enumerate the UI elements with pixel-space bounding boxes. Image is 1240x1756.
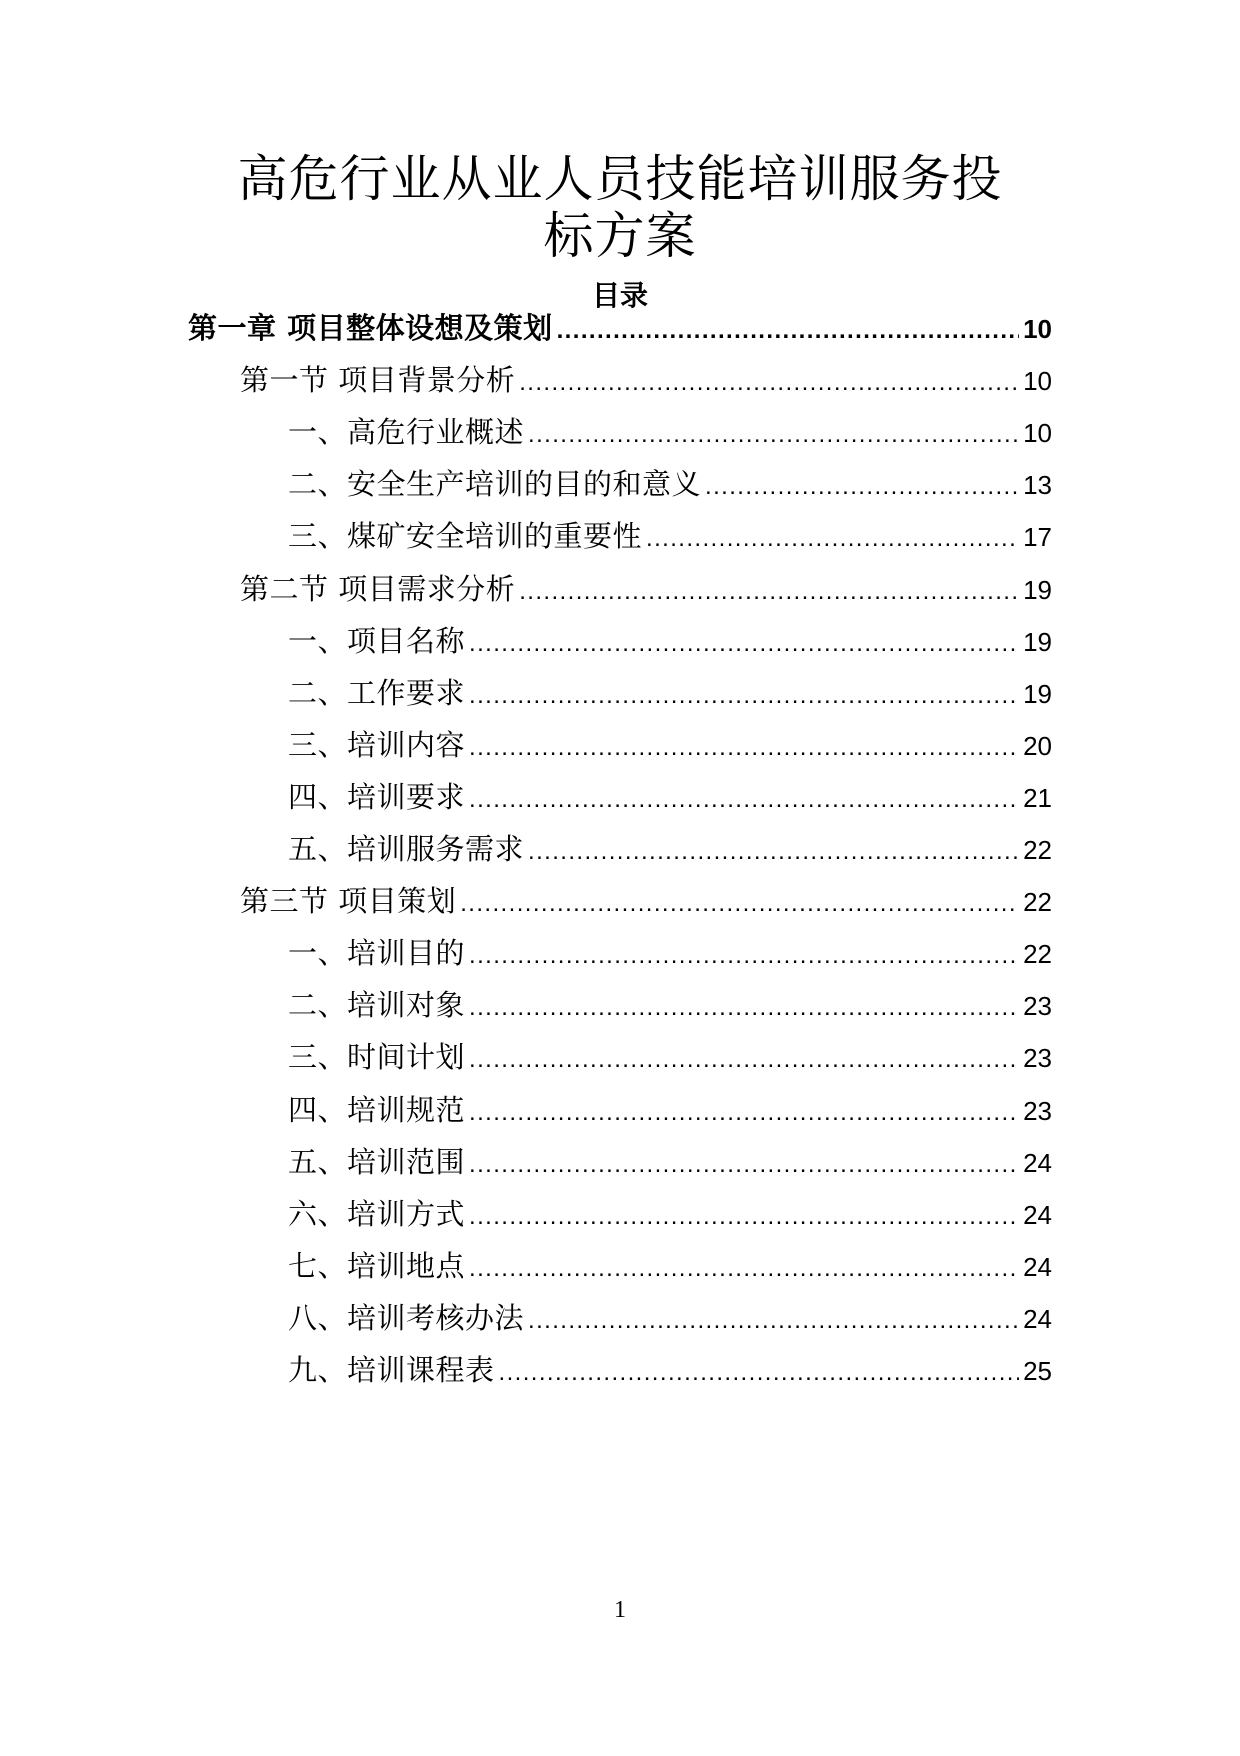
toc-entry[interactable] [288,1246,1052,1286]
toc-dot-leader [469,1093,1019,1133]
toc-entry-page: 10 [1023,366,1052,396]
toc-dot-leader [499,1353,1020,1393]
document-title-line-1: 高危行业从业人员技能培训服务投 [237,150,1003,208]
toc-entry[interactable] [288,1037,1052,1077]
toc-entry[interactable] [288,621,1052,661]
toc-dot-leader [519,572,1019,612]
toc-entry-label: 第一节 项目背景分析 [240,363,516,397]
toc-entry-page: 19 [1023,679,1052,709]
toc-entry[interactable] [288,516,1052,556]
toc-entry[interactable] [288,1350,1052,1390]
toc-entry-label: 二、培训对象 [288,988,466,1022]
toc-entry[interactable] [288,985,1052,1025]
toc-dot-leader [528,832,1019,872]
toc-entry[interactable] [288,829,1052,869]
toc-entry-label: 三、煤矿安全培训的重要性 [288,519,643,553]
toc-entry-page: 20 [1023,731,1052,761]
toc-entry[interactable] [288,1298,1052,1338]
toc-entry-label: 第一章 项目整体设想及策划 [188,311,553,345]
toc-entry-label: 一、高危行业概述 [288,415,525,449]
document-title-line-2: 标方案 [543,207,697,265]
toc-entry[interactable] [288,1194,1052,1234]
toc-dot-leader [460,884,1019,924]
toc-entry-page: 10 [1023,314,1052,344]
toc-entry-page: 22 [1023,835,1052,865]
toc-entry-label: 四、培训要求 [288,780,466,814]
toc-entry-page: 23 [1023,1043,1052,1073]
toc-entry-label: 第三节 项目策划 [240,884,457,918]
toc-dot-leader [469,676,1019,716]
toc-entry[interactable] [240,569,1052,609]
toc-entry-page: 13 [1023,470,1052,500]
toc-dot-leader [705,467,1019,507]
toc-entry[interactable] [288,412,1052,452]
toc-entry-label: 二、工作要求 [288,676,466,710]
toc-entry-page: 19 [1023,575,1052,605]
toc-entry-label: 五、培训服务需求 [288,832,525,866]
page-number: 1 [614,1597,626,1623]
toc-dot-leader [469,936,1019,976]
toc-entry-page: 17 [1023,522,1052,552]
toc-dot-leader [469,780,1019,820]
toc-entry-label: 三、时间计划 [288,1040,466,1074]
toc-entry-label: 二、安全生产培训的目的和意义 [288,467,702,501]
toc-dot-leader [469,1249,1019,1289]
toc-entry-page: 25 [1023,1356,1052,1386]
toc-dot-leader [469,1197,1019,1237]
toc-entry[interactable] [288,673,1052,713]
toc-entry-label: 八、培训考核办法 [288,1301,525,1335]
toc-entry[interactable] [240,881,1052,921]
toc-entry[interactable] [288,1142,1052,1182]
toc-entry[interactable] [288,933,1052,973]
toc-entry[interactable] [240,360,1052,400]
toc-dot-leader [469,624,1019,664]
toc-dot-leader [528,415,1019,455]
toc-entry-page: 10 [1023,418,1052,448]
toc-entry-page: 21 [1023,783,1052,813]
toc-entry[interactable] [288,464,1052,504]
toc-entry-page: 23 [1023,1096,1052,1126]
toc-entry-page: 24 [1023,1304,1052,1334]
toc-dot-leader [469,1145,1019,1185]
toc-entry-label: 一、培训目的 [288,936,466,970]
toc-entry-page: 24 [1023,1252,1052,1282]
toc-entry-page: 24 [1023,1200,1052,1230]
toc-entry-label: 九、培训课程表 [288,1353,495,1387]
toc-dot-leader [528,1301,1019,1341]
toc-entry-label: 七、培训地点 [288,1249,466,1283]
toc-dot-leader [646,519,1019,559]
toc-entry-label: 五、培训范围 [288,1145,466,1179]
toc-entry[interactable] [188,308,1052,348]
toc-heading: 目录 [591,279,648,312]
toc-dot-leader [469,728,1019,768]
toc-entry[interactable] [288,777,1052,817]
toc-entry-label: 四、培训规范 [288,1093,466,1127]
toc-dot-leader [469,1040,1019,1080]
toc-entry-page: 19 [1023,627,1052,657]
toc-entry-label: 六、培训方式 [288,1197,466,1231]
toc-entry-page: 24 [1023,1148,1052,1178]
toc-entry-label: 一、项目名称 [288,624,466,658]
toc-dot-leader [557,311,1019,351]
toc-entry[interactable] [288,725,1052,765]
toc-dot-leader [519,363,1019,403]
toc-entry-label: 第二节 项目需求分析 [240,572,516,606]
toc-entry-page: 22 [1023,887,1052,917]
toc-dot-leader [469,988,1019,1028]
toc-entry-label: 三、培训内容 [288,728,466,762]
toc-entry[interactable] [288,1090,1052,1130]
toc-entry-page: 22 [1023,939,1052,969]
toc-entry-page: 23 [1023,991,1052,1021]
